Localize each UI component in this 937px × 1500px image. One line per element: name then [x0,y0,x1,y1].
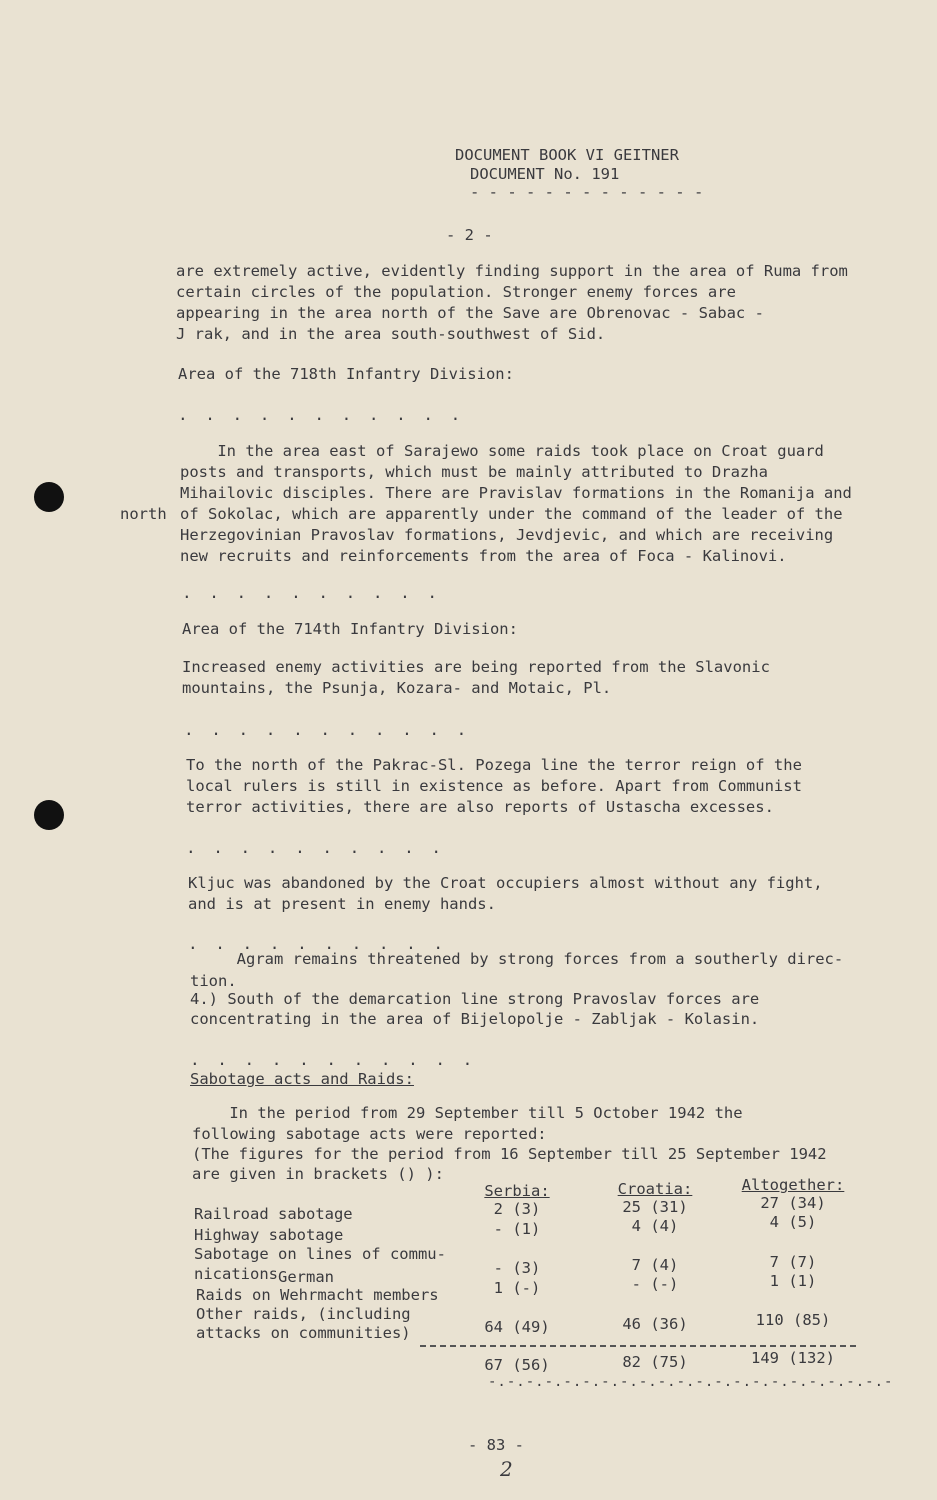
text-line: J rak, and in the area south-southwest of Sid. [176,325,606,343]
text-line: Agram remains threatened by strong forces from a southerly direc- [190,950,844,968]
row-label: Highway sabotage [194,1226,344,1244]
section-heading-sabotage: Sabotage acts and Raids: [190,1070,414,1088]
row-label: attacks on communities) [196,1324,411,1342]
ellipsis-separator: . . . . . . . . . . . [178,405,465,424]
text-line: (The figures for the period from 16 September till 25 September 1942 [192,1145,827,1163]
table-end-rule: -.-.-.-.-.-.-.-.-.-.-.-.-.-.-.-.-.-.-.-.-.- [488,1374,894,1390]
column-header-croatia: Croatia: [617,1180,693,1198]
row-label: Other raids, (including [196,1305,411,1323]
table-cell: 25 (31) [622,1198,688,1216]
ellipsis-separator: . . . . . . . . . . . [184,720,471,739]
text-line: Increased enemy activities are being reported from the Slavonic [182,658,770,676]
text-line: Herzegovinian Pravoslav formations, Jevdjevic, and which are receiving [180,526,834,544]
text-line: local rulers is still in existence as before. Apart from Communist [186,777,802,795]
table-cell: - (3) [493,1259,541,1277]
section-heading-718th: Area of the 718th Infantry Division: [178,365,514,383]
text-line: terror activities, there are also reports of Ustascha excesses. [186,798,774,816]
text-line: are extremely active, evidently finding support in the area of Ruma from [176,262,848,280]
insertion-note: German [278,1268,334,1286]
table-cell: - (-) [631,1275,679,1293]
text-line: posts and transports, which must be mainly attributed to Drazha [180,463,768,481]
text-line: Kljuc was abandoned by the Croat occupiers almost without any fight, [188,874,823,892]
text-line: mountains, the Psunja, Kozara- and Motaic, Pl. [182,679,612,697]
footer-page-number: - 83 - [468,1436,524,1454]
ellipsis-separator: . . . . . . . . . . [182,583,442,602]
handwritten-mark: 2 [500,1457,513,1481]
table-cell: 46 (36) [622,1315,688,1333]
total-croatia: 82 (75) [622,1353,688,1371]
row-label: Sabotage on lines of commu- [194,1245,446,1263]
header-dashes: - - - - - - - - - - - - - [470,183,704,201]
section-heading-714th: Area of the 714th Infantry Division: [182,620,518,638]
column-header-altogether: Altogether: [741,1176,845,1194]
text-line: appearing in the area north of the Save are Obrenovac - Sabac - [176,304,764,322]
text-line: following sabotage acts were reported: [192,1125,547,1143]
table-cell: 27 (34) [760,1194,826,1212]
text-line: of Sokolac, which are apparently under the command of the leader of the [180,505,843,523]
column-header-serbia: Serbia: [484,1182,550,1200]
row-label: Railroad sabotage [194,1205,353,1223]
margin-note-north: north [120,505,167,523]
total-serbia: 67 (56) [484,1356,550,1374]
table-cell: - (1) [493,1220,541,1238]
text-line: 4.) South of the demarcation line strong Pravoslav forces are [190,990,760,1008]
table-cell: 4 (4) [631,1217,679,1235]
total-altogether: 149 (132) [751,1349,835,1367]
table-total-rule [420,1345,856,1347]
text-line: and is at present in enemy hands. [188,895,496,913]
table-cell: 4 (5) [769,1213,817,1231]
ellipsis-separator: . . . . . . . . . . [188,934,448,953]
text-line: Mihailovic disciples. There are Pravislav formations in the Romanija and [180,484,852,502]
table-cell: 7 (4) [631,1256,679,1274]
row-label: Raids on Wehrmacht members [196,1286,439,1304]
text-line: In the area east of Sarajewo some raids took place on Croat guard [180,442,824,460]
table-cell: 64 (49) [484,1318,550,1336]
ellipsis-separator: . . . . . . . . . . [186,838,446,857]
text-line: To the north of the Pakrac-Sl. Pozega line the terror reign of the [186,756,802,774]
text-line: tion. [190,972,237,990]
table-cell: 1 (-) [493,1279,541,1297]
document-book-title: DOCUMENT BOOK VI GEITNER [455,146,679,164]
document-number: DOCUMENT No. 191 [470,165,620,183]
table-cell: 1 (1) [769,1272,817,1290]
punch-hole-top [34,482,64,512]
table-cell: 7 (7) [769,1253,817,1271]
text-line: In the period from 29 September till 5 October 1942 the [192,1104,743,1122]
text-line: new recruits and reinforcements from the area of Foca - Kalinovi. [180,547,787,565]
punch-hole-bottom [34,800,64,830]
table-cell: 2 (3) [493,1200,541,1218]
page-number: - 2 - [446,226,493,244]
text-line: are given in brackets () ): [192,1165,444,1183]
table-cell: 110 (85) [755,1311,831,1329]
ellipsis-separator: . . . . . . . . . . . [190,1050,477,1069]
text-line: certain circles of the population. Stronger enemy forces are [176,283,736,301]
text-line: concentrating in the area of Bijelopolje - Zabljak - Kolasin. [190,1010,760,1028]
row-label: nications [194,1265,278,1283]
